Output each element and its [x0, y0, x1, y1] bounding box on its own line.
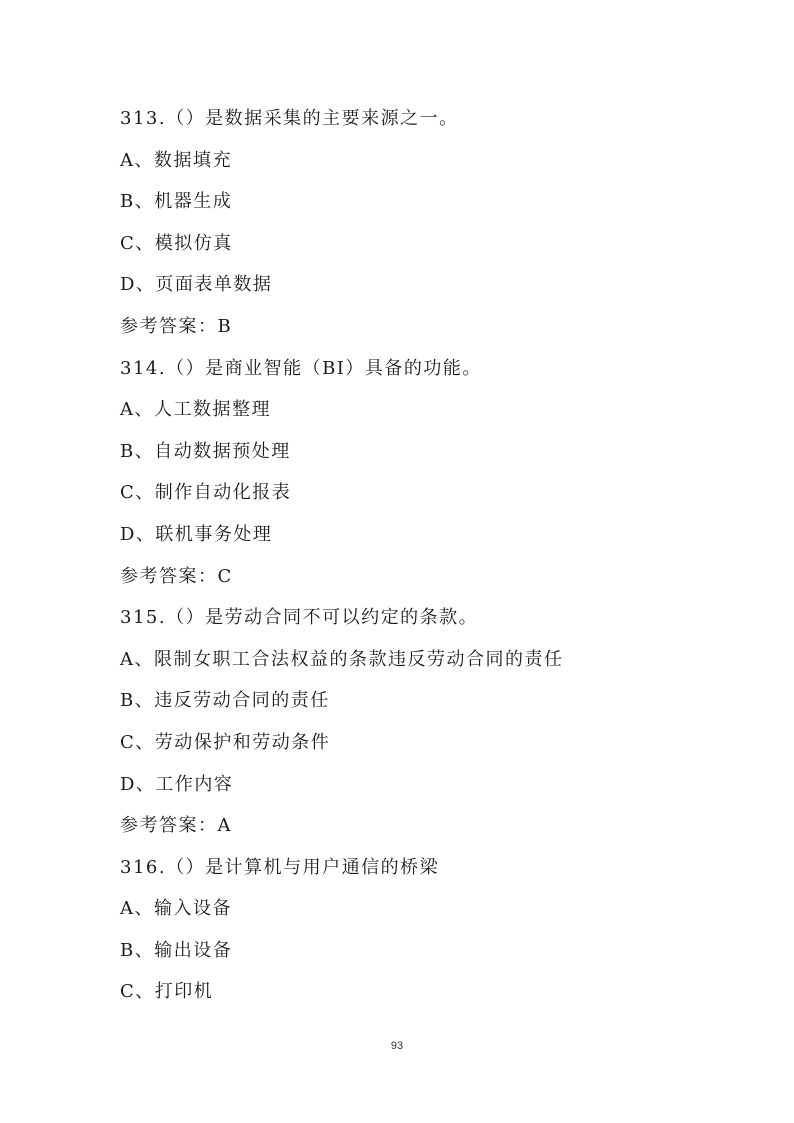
question-313-stem: 313.（）是数据采集的主要来源之一。 [120, 108, 459, 129]
question-315-option-c: C、劳动保护和劳动条件 [120, 731, 331, 753]
question-313-option-c: C、模拟仿真 [120, 232, 233, 254]
question-313-option-b: B、机器生成 [120, 191, 233, 213]
question-314-answer: 参考答案：C [120, 565, 233, 587]
question-list [120, 98, 760, 1013]
page-number: 93 [390, 1040, 404, 1052]
question-316-option-c: C、打印机 [120, 981, 214, 1003]
question-313-option-d: D、页面表单数据 [120, 274, 273, 296]
question-314-option-a: A、人工数据整理 [120, 399, 271, 421]
question-315-answer: 参考答案：A [120, 815, 232, 837]
question-316-stem: 316.（）是计算机与用户通信的桥梁 [120, 856, 440, 878]
question-315-option-a: A、限制女职工合法权益的条款违反劳动合同的责任 [120, 648, 564, 670]
question-313-option-a: A、数据填充 [120, 149, 232, 171]
question-316-option-b: B、输出设备 [120, 939, 233, 961]
question-315-option-b: B、违反劳动合同的责任 [120, 690, 330, 712]
question-314-option-d: D、联机事务处理 [120, 523, 273, 545]
question-315-stem: 315.（）是劳动合同不可以约定的条款。 [120, 607, 479, 629]
question-316-option-a: A、输入设备 [120, 898, 232, 920]
question-314-option-c: C、制作自动化报表 [120, 482, 292, 504]
question-315-option-d: D、工作内容 [120, 773, 234, 795]
question-314-stem: 314.（）是商业智能（BI）具备的功能。 [120, 357, 482, 379]
question-313-answer: 参考答案：B [120, 315, 233, 337]
question-314-option-b: B、自动数据预处理 [120, 440, 291, 462]
